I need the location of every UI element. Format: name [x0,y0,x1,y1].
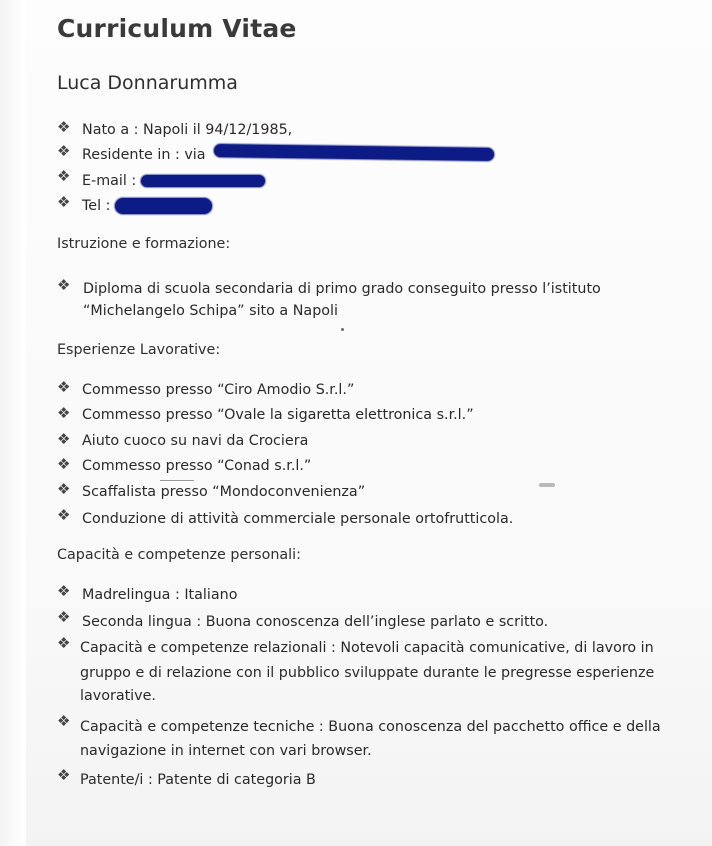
relational-skills-line3: lavorative. [80,688,156,704]
relational-skills-line1: Capacità e competenze relazionali : Notevoli capacità comunicative, di lavoro in [80,640,654,656]
residence-label: Residente in : via [82,147,206,163]
scan-speck [539,483,555,487]
work-item: Scaffalista presso “Mondoconvenienza” [82,484,366,500]
redaction-mark [115,198,212,214]
work-item: Commesso presso “Ciro Amodio S.r.l.” [82,382,355,398]
four-diamond-bullet-icon: ❖ [57,506,71,524]
four-diamond-bullet-icon: ❖ [57,455,71,473]
four-diamond-bullet-icon: ❖ [57,276,71,294]
work-item: Aiuto cuoco su navi da Crociera [82,433,309,449]
work-heading: Esperienze Lavorative: [57,342,221,358]
work-item: Commesso presso “Ovale la sigaretta elettronica s.r.l.” [82,407,474,423]
technical-skills-line2: navigazione in internet con vari browser. [80,743,372,759]
driving-license: Patente/i : Patente di categoria B [80,772,316,788]
work-item: Commesso presso “Conad s.r.l.” [82,458,312,474]
scan-speck [160,480,194,481]
education-item-line2: “Michelangelo Schipa” sito a Napoli [83,303,338,319]
education-heading: Istruzione e formazione: [57,236,231,252]
relational-skills-line2: gruppo e di relazione con il pubblico sviluppate durante le pregresse esperienze [80,665,655,681]
four-diamond-bullet-icon: ❖ [57,404,71,422]
four-diamond-bullet-icon: ❖ [57,430,71,448]
four-diamond-bullet-icon: ❖ [57,378,71,396]
scan-shadow [0,0,26,846]
redaction-mark [141,175,265,187]
four-diamond-bullet-icon: ❖ [57,142,71,160]
four-diamond-bullet-icon: ❖ [57,608,71,626]
four-diamond-bullet-icon: ❖ [57,582,71,600]
education-item-line1: Diploma di scuola secondaria di primo grado conseguito presso l’istituto [83,281,601,297]
technical-skills-line1: Capacità e competenze tecniche : Buona conoscenza del pacchetto office e della [80,719,661,735]
four-diamond-bullet-icon: ❖ [57,634,71,652]
email-label: E-mail : [82,173,137,189]
four-diamond-bullet-icon: ❖ [57,712,71,730]
candidate-name: Luca Donnarumma [57,72,238,94]
scan-speck [341,328,344,331]
document-title: Curriculum Vitae [57,14,297,43]
skills-heading: Capacità e competenze personali: [57,547,301,563]
second-language: Seconda lingua : Buona conoscenza dell’inglese parlato e scritto. [82,614,549,630]
four-diamond-bullet-icon: ❖ [57,480,71,498]
mother-tongue: Madrelingua : Italiano [82,587,238,603]
four-diamond-bullet-icon: ❖ [57,118,71,136]
four-diamond-bullet-icon: ❖ [57,167,71,185]
phone-label: Tel : [82,198,111,214]
four-diamond-bullet-icon: ❖ [57,193,71,211]
birth-info: Nato a : Napoli il 94/12/1985, [82,122,293,138]
redaction-mark [214,144,494,161]
four-diamond-bullet-icon: ❖ [57,766,71,784]
work-item: Conduzione di attività commerciale personale ortofrutticola. [82,511,514,527]
